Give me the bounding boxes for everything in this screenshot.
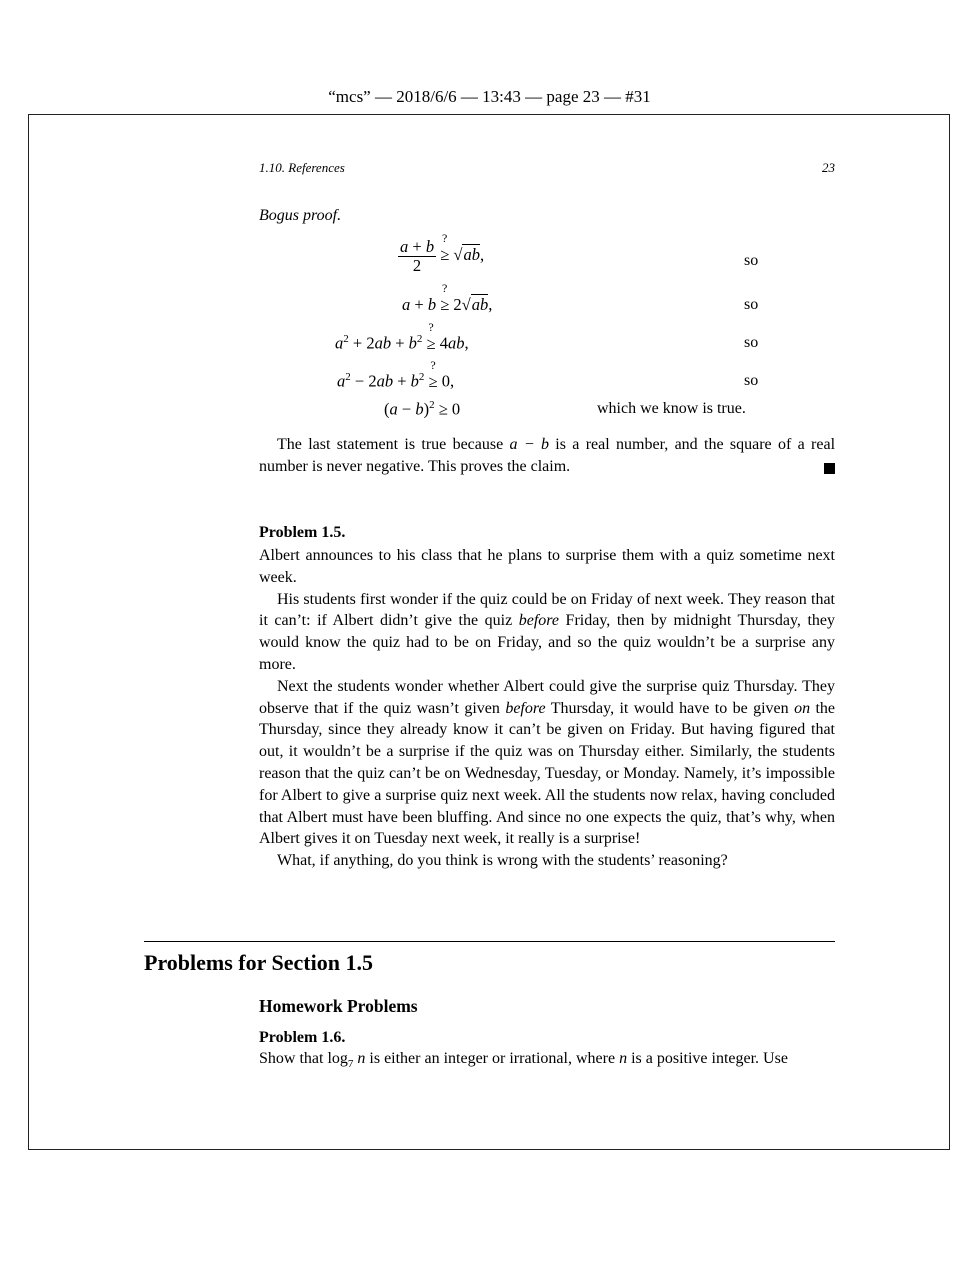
problem-1-5-body bbox=[259, 545, 835, 872]
equation-step-1: $\frac{a + b}{2}$ ? ≥ √ab, bbox=[400, 231, 485, 275]
problem-1-5-paragraph-2: His students first wonder if the quiz could be on Friday of next week. They reason that it can’t: if Albert didn’t give the quiz before Friday, then by midnight Thursday, they would know the quiz had to be on Friday, and so the quiz wouldn’t be a surprise any more. bbox=[259, 590, 836, 673]
bogus-proof-heading: Bogus proof. bbox=[259, 207, 342, 224]
equation-step-1-so: so bbox=[744, 252, 759, 269]
equation-step-2: a + b ? ≥ 2√ab, bbox=[402, 281, 493, 314]
equation-step-2-so: so bbox=[744, 296, 759, 313]
problem-1-5-paragraph-3: Next the students wonder whether Albert could give the surprise quiz Thursday. They observe that if the quiz wasn’t given before Thursday, it would have to be given on the Thursday, since they already know it can’t be given on Friday. But having figured that out, it wouldn’t be a surprise if the quiz was on Thursday either. Similarly, the students reason that the quiz can’t be on Wednesday, Tuesday, or Monday. Namely, it’s impossible for Albert to give a surprise quiz next week. All the students now relax, having concluded that Albert must have been bluffing. And since no one expects the quiz, that’s why, when Albert gives it on Tuesday next week, it really is a surprise! bbox=[259, 677, 836, 848]
conclusion-text-b: is a real number, and the square of a real number is never negative. This proves the claim. bbox=[259, 436, 836, 475]
equation-step-4: $a^2 - 2ab + b^2$ ? ≥ 0, bbox=[337, 357, 455, 391]
section-heading: Problems for Section 1.5 bbox=[144, 950, 373, 975]
page-topline: “mcs” — 2018/6/6 — 13:43 — page 23 — #31 bbox=[328, 87, 651, 106]
problem-1-5-title: Problem 1.5. bbox=[259, 524, 346, 541]
conclusion-text-a: The last statement is true because bbox=[277, 436, 510, 453]
equation-step-3: $a^2 + 2ab + b^2$ ? ≥ 4ab, bbox=[335, 319, 469, 353]
section-divider bbox=[144, 941, 835, 942]
equation-step-5: $(a - b)^2 \ge 0$ bbox=[384, 399, 461, 419]
problem-1-6-text: Show that $\log_7 n$ is either an integer or irrational, where n is a positive integer. Use bbox=[259, 1050, 788, 1071]
equation-step-4-so: so bbox=[744, 372, 759, 389]
proof-conclusion bbox=[259, 434, 835, 478]
conclusion-expr: a − b bbox=[509, 436, 549, 453]
problem-1-5-paragraph-1: Albert announces to his class that he plans to surprise them with a quiz sometime next week. bbox=[259, 547, 835, 586]
problem-1-5-paragraph-4: What, if anything, do you think is wrong with the students’ reasoning? bbox=[277, 852, 728, 870]
equation-step-5-comment: which we know is true. bbox=[597, 400, 746, 417]
equation-step-3-so: so bbox=[744, 334, 759, 351]
running-header-title: 1.10. References bbox=[259, 160, 345, 175]
running-header-page-number: 23 bbox=[822, 160, 835, 175]
problem-1-6-title: Problem 1.6. bbox=[259, 1029, 346, 1046]
homework-problems-heading: Homework Problems bbox=[259, 996, 418, 1016]
qed-square-icon bbox=[824, 463, 835, 474]
